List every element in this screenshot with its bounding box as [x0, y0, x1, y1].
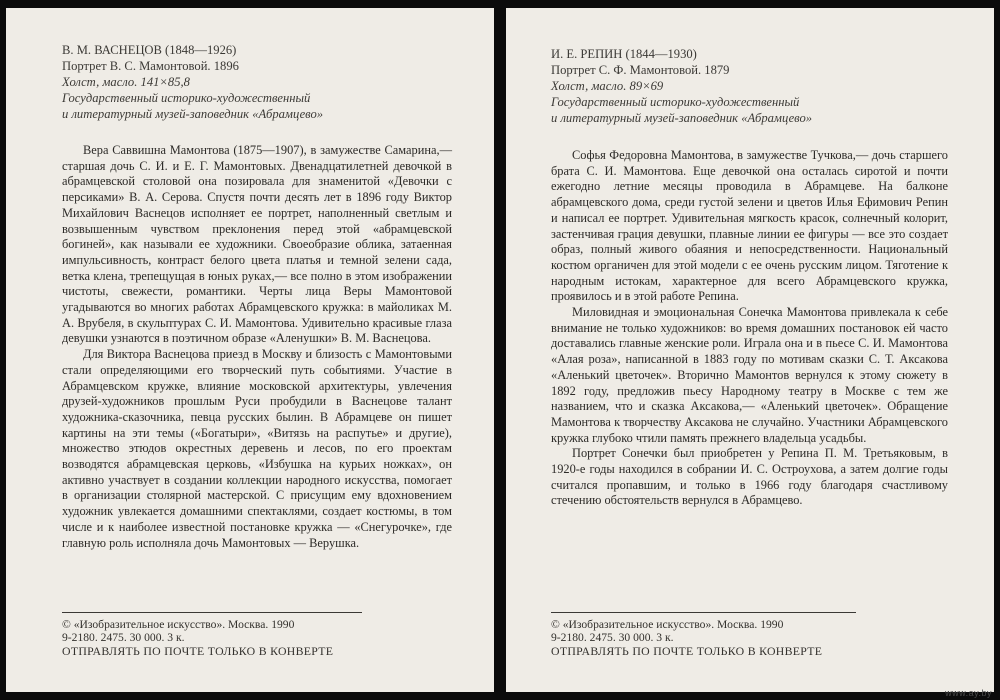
artwork-medium: Холст, масло. 141×85,8: [62, 75, 190, 89]
museum-line-2: и литературный музей-заповедник «Абрамцево»: [551, 111, 813, 125]
paragraph: Портрет Сонечки был приобретен у Репина П. М. Третьяковым, в 1920-е годы находился в собрании И. С. Остроухова, а затем долгие годы считался пропавшим, и только в 1966 году благодаря счастливому стечению обстоятельств вернулся в Абрамцево.: [551, 446, 948, 508]
museum-line-2: и литературный музей-заповедник «Абрамцево»: [62, 107, 324, 121]
artwork-caption: [551, 46, 974, 126]
artist-name: В. М. ВАСНЕЦОВ (1848—1926): [62, 43, 237, 57]
postcard-back-repin: [506, 8, 994, 692]
paragraph: Вера Саввишна Мамонтова (1875—1907), в замужестве Самарина,— старшая дочь С. И. и Е. Г. Мамонтовых. Двенадцатилетней девочкой в абрамцевской столовой она позировала для знаменитой «Девочки с персиками» В. А. Серова. Спустя почти десять лет в 1896 году Виктор Михайлович Васнецов исполняет ее портрет, наполненный светлым и возвышенным чувством преклонения перед этой «абрамцевской богиней», как называли ее художники. Своеобразие облика, затаенная импульсивность, контраст белого цвета платья и темной зелени сада, ветка клена, трепещущая в юных руках,— все полно в этом изображении чистоты, свежести, романтики. Черты лица Веры Мамонтовой угадываются во многих работах Абрамцевского кружка: в майоликах М. А. Врубеля, в скульптурах С. И. Мамонтова. Удивительно красивые глаза девушки узнаются в поэтичном образе «Аленушки» В. М. Васнецова.: [62, 143, 452, 346]
artist-name: И. Е. РЕПИН (1844—1930): [551, 47, 697, 61]
description-text: [62, 143, 452, 551]
copyright-line: © «Изобразительное искусство». Москва. 1990: [62, 618, 295, 631]
artwork-title: Портрет С. Ф. Мамонтовой. 1879: [551, 63, 730, 77]
museum-line-1: Государственный историко-художественный: [551, 95, 800, 109]
artwork-title: Портрет В. С. Мамонтовой. 1896: [62, 59, 239, 73]
paragraph: Для Виктора Васнецова приезд в Москву и близость с Мамонтовыми стали определяющими его творческий путь событиями. Участие в Абрамцевском кружке, влияние московской архитектуры, увлечения друзей-художников прошлым Руси пробудили в Васнецове талант художника-сказочника, певца русских былин. В Абрамцеве он пишет картины на эти темы («Богатыри», «Витязь на распутье» и другие), множество этюдов окрестных деревень и лесов, по его проектам возводятся абрамцевская церковь, «Избушка на курьих ножках», он активно участвует в создании коллекции народного искусства, помогает в организации столярной мастерской. С присущим ему вдохновением художник увлекается домашними спектаклями, создает костюмы, в том числе и к наиболее известной постановке кружка — «Снегурочке», где главную роль исполняла дочь Мамонтовых — Верушка.: [62, 347, 452, 550]
paragraph: Софья Федоровна Мамонтова, в замужестве Тучкова,— дочь старшего брата С. И. Мамонтова. Еще девочкой она осталась сиротой и почти ежегодно летние месяцы проводила в Абрамцеве. На балконе абрамцевского дома, среди густой зелени и цветов Илья Ефимович Репин и написал ее портрет. Удивительная мягкость красок, солнечный колорит, застенчивая грация девушки, плавные линии ее фигуры — все это создает образ, полный живого обаяния и непосредственности. Национальный костюм органичен для этой модели с ее очень русским лицом. Тяготение к народным истокам, характерное для всего Абрамцевского кружка, проявилось и в этой работе Репина.: [551, 148, 948, 304]
description-text: [551, 148, 948, 509]
publisher-imprint: [62, 612, 362, 658]
mailing-notice: ОТПРАВЛЯТЬ ПО ПОЧТЕ ТОЛЬКО В КОНВЕРТЕ: [62, 644, 334, 658]
paragraph: Миловидная и эмоциональная Сонечка Мамонтова привлекала к себе внимание не только художников: во время домашних постановок ей часто доставались главные женские роли. Играла она и в пьесе С. И. Мамонтова «Алая роза», написанной в 1883 году по мотивам сказки С. Т. Аксакова «Аленький цветочек». Вторично Мамонтов вернулся к этому сюжету в 1892 году, предложив пьесу Народному театру в Москве с тем же названием, что и сказка Аксакова,— «Аленький цветочек». Обращение Мамонтова к творчеству Аксакова не случайно. Участники Абрамцевского кружка глубоко чтили память прежнего владельца усадьбы.: [551, 305, 948, 445]
watermark: www.ay.by: [945, 688, 992, 698]
print-info: 9-2180. 2475. 30 000. 3 к.: [62, 631, 185, 644]
museum-line-1: Государственный историко-художественный: [62, 91, 311, 105]
copyright-line: © «Изобразительное искусство». Москва. 1990: [551, 618, 784, 631]
artwork-medium: Холст, масло. 89×69: [551, 79, 664, 93]
publisher-imprint: [551, 612, 856, 658]
artwork-caption: [62, 42, 474, 122]
print-info: 9-2180. 2475. 30 000. 3 к.: [551, 631, 674, 644]
postcard-back-vasnetsov: [6, 8, 494, 692]
mailing-notice: ОТПРАВЛЯТЬ ПО ПОЧТЕ ТОЛЬКО В КОНВЕРТЕ: [551, 644, 823, 658]
